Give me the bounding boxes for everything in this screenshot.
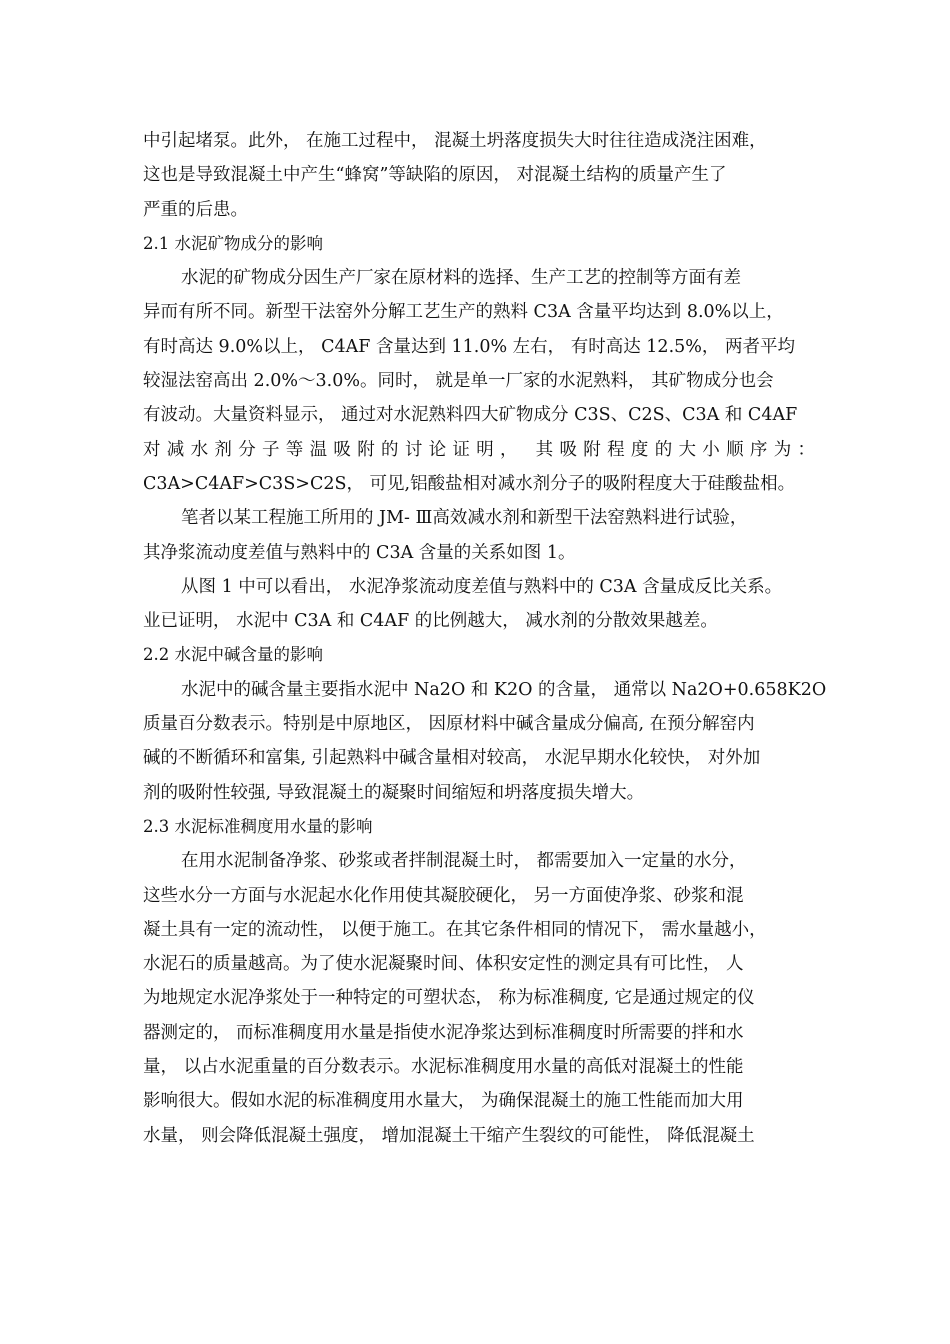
- text-line: 在用水泥制备净浆、砂浆或者拌制混凝土时， 都需要加入一定量的水分，: [181, 851, 747, 872]
- text-line: 这些水分一方面与水泥起水化作用使其凝胶硬化， 另一方面使净浆、砂浆和混: [143, 885, 744, 906]
- text-line: 水泥中的碱含量主要指水泥中 Na2O 和 K2O 的含量， 通常以 Na2O+0.658K2O: [181, 679, 827, 700]
- text-line: 对减水剂分子等温吸附的讨论证明， 其吸附程度的大小顺序为：: [143, 439, 815, 460]
- text-line: 从图 1 中可以看出， 水泥净浆流动度差值与熟料中的 C3A 含量成反比关系。: [181, 576, 783, 597]
- text-line: 水泥的矿物成分因生产厂家在原材料的选择、生产工艺的控制等方面有差: [181, 268, 741, 289]
- text-line: 其净浆流动度差值与熟料中的 C3A 含量的关系如图 1。: [143, 542, 576, 563]
- text-line: 有波动。大量资料显示， 通过对水泥熟料四大矿物成分 C3S、C2S、C3A 和 C4AF: [143, 405, 798, 426]
- text-line: 剂的吸附性较强, 导致混凝土的凝聚时间缩短和坍落度损失增大。: [143, 782, 645, 803]
- section-heading: 2.2 水泥中碱含量的影响: [143, 645, 323, 665]
- text-line: 水量， 则会降低混凝土强度， 增加混凝土干缩产生裂纹的可能性， 降低混凝土: [143, 1125, 755, 1146]
- text-line: 水泥石的质量越高。为了使水泥凝聚时间、体积安定性的测定具有可比性， 人: [143, 954, 744, 975]
- text-line: 质量百分数表示。特别是中原地区， 因原材料中碱含量成分偏高, 在预分解窑内: [143, 714, 755, 735]
- section-heading: 2.1 水泥矿物成分的影响: [143, 233, 323, 253]
- text-line: 较湿法窑高出 2.0%～3.0%。同时， 就是单一厂家的水泥熟料， 其矿物成分也会: [143, 371, 774, 392]
- document-page: [143, 124, 827, 1153]
- text-line: 有时高达 9.0%以上， C4AF 含量达到 11.0% 左右， 有时高达 12.5%， 两者平均: [143, 336, 795, 357]
- text-line: 这也是导致混凝土中产生“蜂窝”等缺陷的原因， 对混凝土结构的质量产生了: [143, 165, 727, 186]
- text-line: 碱的不断循环和富集, 引起熟料中碱含量相对较高， 水泥早期水化较快， 对外加: [143, 748, 761, 769]
- text-line: 影响很大。假如水泥的标准稠度用水量大， 为确保混凝土的施工性能而加大用: [143, 1091, 744, 1112]
- text-line: C3A>C4AF>C3S>C2S， 可见,铝酸盐相对减水剂分子的吸附程度大于硅酸盐相。: [143, 473, 796, 494]
- text-line: 笔者以某工程施工所用的 JM- Ⅲ高效减水剂和新型干法窑熟料进行试验，: [181, 508, 748, 529]
- text-line: 中引起堵泵。此外， 在施工过程中， 混凝土坍落度损失大时往往造成浇注困难，: [143, 131, 767, 151]
- text-line: 异而有所不同。新型干法窑外分解工艺生产的熟料 C3A 含量平均达到 8.0%以上，: [143, 302, 784, 323]
- text-line: 凝土具有一定的流动性， 以便于施工。在其它条件相同的情况下， 需水量越小，: [143, 919, 767, 940]
- text-line: 为地规定水泥净浆处于一种特定的可塑状态， 称为标准稠度, 它是通过规定的仪: [143, 988, 755, 1009]
- text-line: 量， 以占水泥重量的百分数表示。水泥标准稠度用水量的高低对混凝土的性能: [143, 1057, 744, 1078]
- section-heading: 2.3 水泥标准稠度用水量的影响: [143, 816, 373, 836]
- text-line: 严重的后患。: [143, 199, 248, 220]
- text-line: 业已证明， 水泥中 C3A 和 C4AF 的比例越大， 减水剂的分散效果越差。: [143, 611, 718, 632]
- text-line: 器测定的， 而标准稠度用水量是指使水泥净浆达到标准稠度时所需要的拌和水: [143, 1022, 744, 1043]
